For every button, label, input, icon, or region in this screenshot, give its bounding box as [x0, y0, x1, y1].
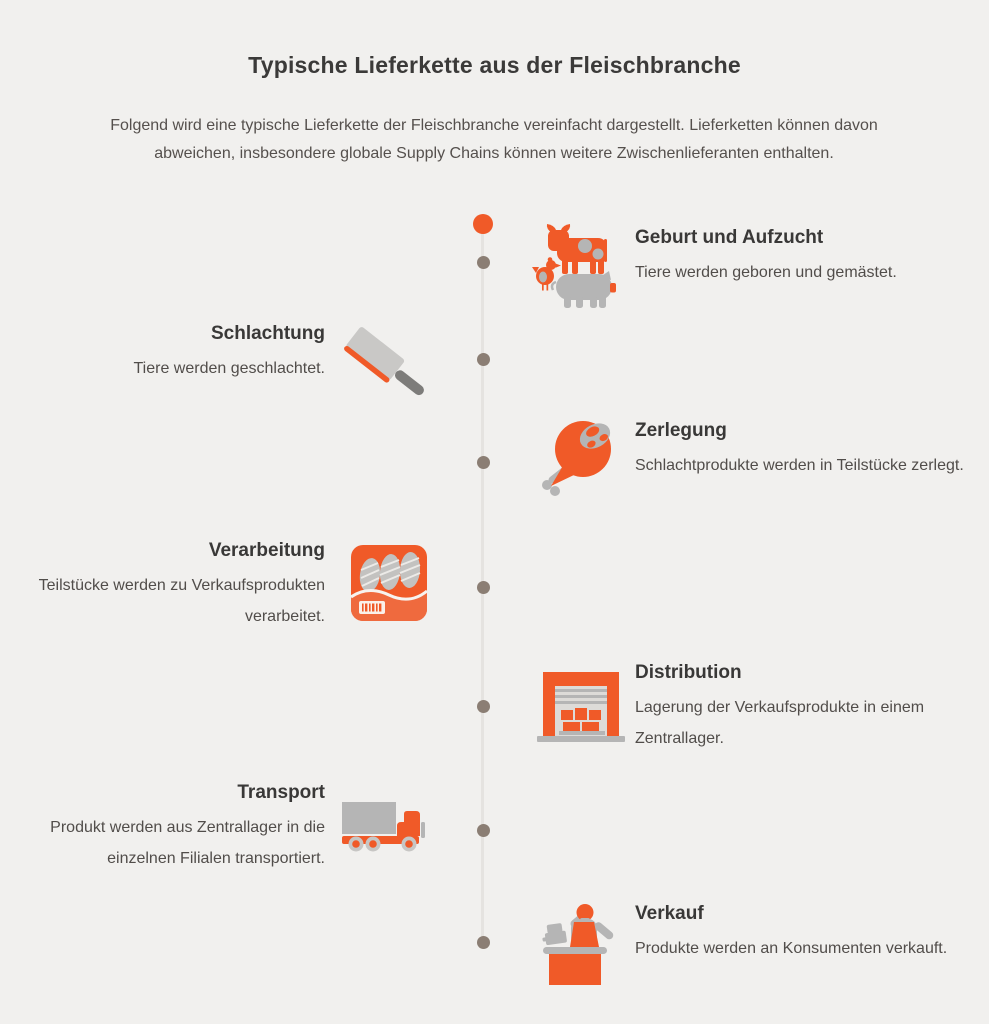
- sales-counter-icon: [541, 901, 617, 987]
- step-verkauf: [635, 902, 989, 964]
- warehouse-icon: [537, 666, 625, 744]
- timeline-dot: [477, 700, 490, 713]
- step-zerlegung: [635, 419, 965, 481]
- page-title: Typische Lieferkette aus der Fleischbranche: [248, 52, 741, 78]
- step-title: Schlachtung: [210, 323, 325, 344]
- step-title: Zerlegung: [635, 420, 727, 441]
- step-verarbeitung: [5, 539, 325, 632]
- step-title: Transport: [237, 782, 325, 803]
- timeline-dot: [477, 353, 490, 366]
- farm-animals-icon: [532, 224, 632, 312]
- timeline-start-dot: [473, 214, 493, 234]
- step-title: Verarbeitung: [208, 540, 325, 561]
- step-description: Teilstücke werden zu Verkaufsprodukten verarbeitet.: [38, 576, 325, 625]
- packaged-meat-icon: [350, 544, 428, 622]
- step-schlachtung: [5, 322, 325, 384]
- step-description: Tiere werden geboren und gemästet.: [635, 263, 897, 281]
- step-description: Tiere werden geschlachtet.: [133, 359, 325, 377]
- timeline-dot: [477, 581, 490, 594]
- step-description: Produkte werden an Konsumenten verkauft.: [635, 939, 948, 957]
- step-title: Geburt und Aufzucht: [635, 227, 824, 248]
- ham-icon: [538, 406, 618, 501]
- step-transport: [5, 781, 325, 874]
- page-subtitle: Folgend wird eine typische Lieferkette der Fleischbranche vereinfacht dargestellt. Lieferketten können davon abweichen, insbesondere globale Supply Chains können weitere Zwischenlieferanten enthalten.: [110, 117, 878, 162]
- truck-icon: [340, 796, 432, 862]
- step-description: Schlachtprodukte werden in Teilstücke zerlegt.: [635, 456, 964, 474]
- step-geburt-und-aufzucht: [635, 226, 985, 288]
- timeline-dot: [477, 936, 490, 949]
- step-description: Lagerung der Verkaufsprodukte in einem Zentrallager.: [635, 698, 925, 747]
- step-distribution: [635, 661, 975, 754]
- step-title: Distribution: [635, 662, 742, 683]
- timeline-dot: [477, 256, 490, 269]
- timeline-dot: [477, 824, 490, 837]
- timeline-dot: [477, 456, 490, 469]
- step-description: Produkt werden aus Zentrallager in die einzelnen Filialen transportiert.: [50, 818, 325, 867]
- cleaver-icon: [338, 318, 433, 403]
- step-title: Verkauf: [635, 903, 704, 924]
